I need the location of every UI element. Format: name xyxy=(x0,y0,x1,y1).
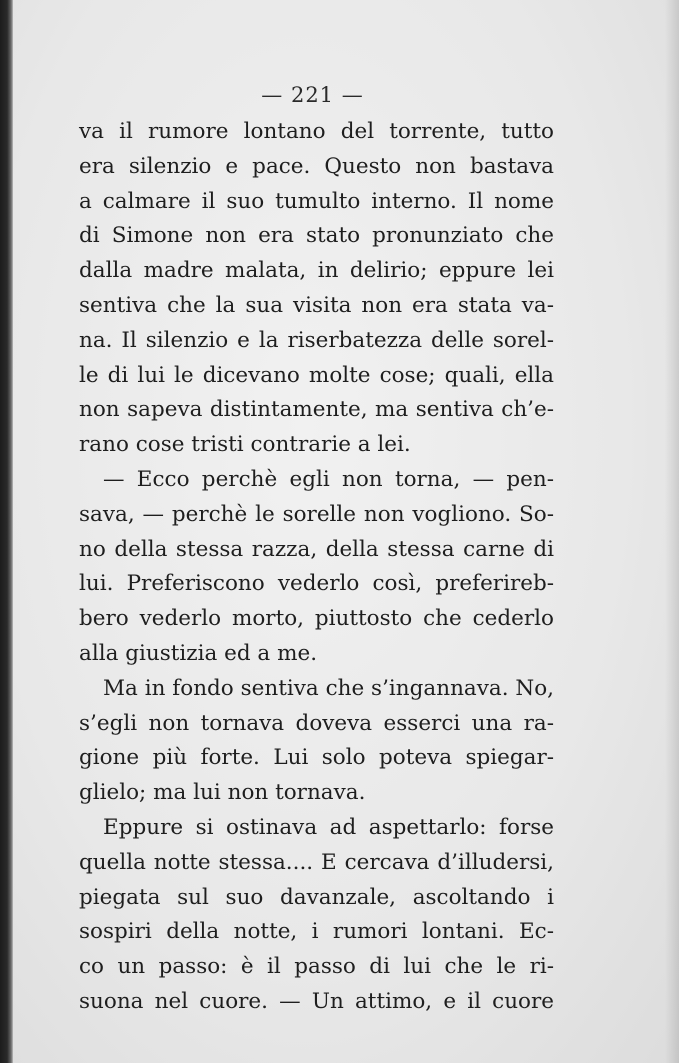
text-line: Eppure si ostinava ad aspettarlo: forse xyxy=(103,814,554,840)
text-line: dalla madre malata, in delirio; eppure lei xyxy=(79,258,554,284)
text-line: sava, — perchè le sorelle non vogliono. So- xyxy=(79,501,554,527)
text-line: non sapeva distintamente, ma sentiva ch’e- xyxy=(79,397,554,423)
text-line: a calmare il suo tumulto interno. Il nome xyxy=(79,188,554,214)
text-line: no della stessa razza, della stessa carne di xyxy=(79,536,554,562)
text-line: va il rumore lontano del torrente, tutto xyxy=(79,119,554,144)
text-line: era silenzio e pace. Questo non bastava xyxy=(79,153,554,179)
text-line: quella notte stessa.... E cercava d’illudersi, xyxy=(79,849,554,875)
text-line: co un passo: è il passo di lui che le ri- xyxy=(79,954,554,980)
text-line: Ma in fondo sentiva che s’ingannava. No, xyxy=(103,675,554,701)
text-line: na. Il silenzio e la riserbatezza delle sorel- xyxy=(79,327,554,353)
text-line: — Ecco perchè egli non torna, — pen- xyxy=(103,466,554,492)
text-line: glielo; ma lui non tornava. xyxy=(79,780,366,806)
text-line: bero vederlo morto, piuttosto che cederlo xyxy=(79,606,554,632)
book-spine-shadow xyxy=(0,0,13,1063)
text-line: lui. Preferiscono vederlo così, preferireb- xyxy=(79,571,554,597)
text-line: sospiri della notte, i rumori lontani. Ec- xyxy=(79,919,554,945)
page-edge-shadow xyxy=(665,0,679,1063)
text-line: suona nel cuore. — Un attimo, e il cuore xyxy=(79,988,554,1014)
text-line: s’egli non tornava doveva esserci una ra- xyxy=(79,710,554,736)
text-line: le di lui le dicevano molte cose; quali, ella xyxy=(79,362,554,388)
page-number: — 221 — xyxy=(261,83,364,107)
text-line: alla giustizia ed a me. xyxy=(79,640,318,666)
text-line: gione più forte. Lui solo poteva spiegar- xyxy=(79,745,554,771)
text-line: di Simone non era stato pronunziato che xyxy=(79,223,554,249)
text-line: sentiva che la sua visita non era stata va- xyxy=(79,292,554,318)
body-text xyxy=(79,115,554,1020)
text-line: rano cose tristi contrarie a lei. xyxy=(79,432,411,458)
text-line: piegata sul suo davanzale, ascoltando i xyxy=(79,884,554,910)
